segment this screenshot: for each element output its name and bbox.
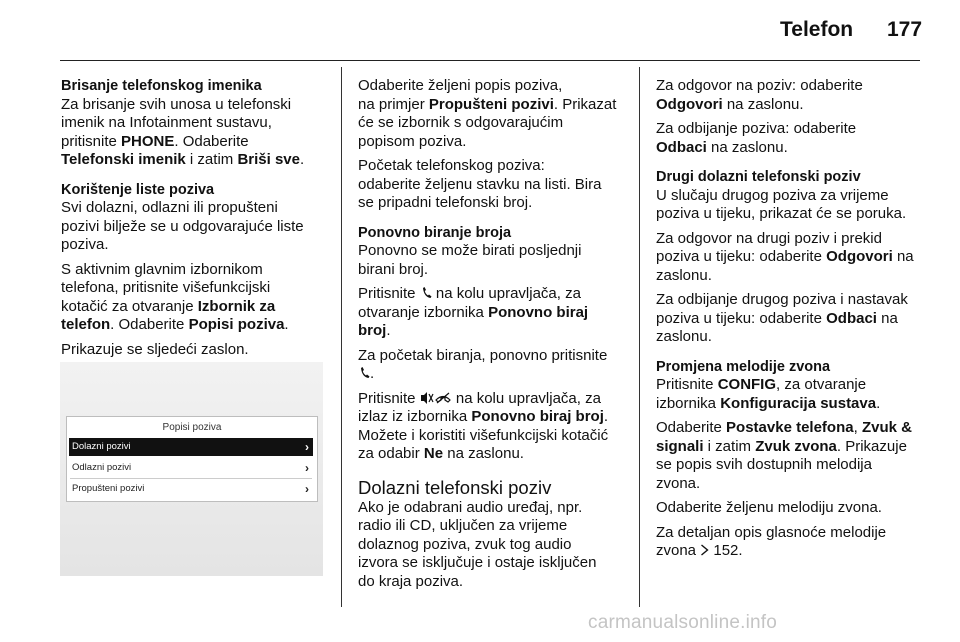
text-line: izvora se isključuje i ostaje isključen	[358, 554, 597, 571]
section-heading: Brisanje telefonskog imenika	[61, 78, 262, 94]
text-line: do kraja poziva.	[358, 572, 464, 590]
text-line: Za početak biranja, ponovno pritisnite	[358, 346, 608, 364]
text-line: Ponovno se može birati posljednji	[358, 242, 582, 259]
text-line: izbornika Konfiguracija sustava.	[656, 394, 881, 412]
text-line: Pritisnite CONFIG, za otvaranje	[656, 376, 867, 393]
text-line: Za odgovor na poziv: odaberite	[656, 77, 863, 94]
text-line: Pritisnite na kolu upravljača, za	[358, 285, 581, 302]
text-line: dolaznog poziva, zvuk tog audio	[358, 535, 572, 553]
section-heading: Ponovno biranje broja	[358, 224, 512, 241]
text-line: Telefonski imenik i zatim Briši sve.	[61, 151, 305, 168]
text-line: popisom poziva.	[358, 132, 467, 150]
text-line: se popis svih dostupnih melodija	[656, 456, 872, 473]
text-line: zaslonu.	[656, 266, 712, 284]
text-line: Odaberite željeni popis poziva,	[358, 77, 563, 94]
watermark: carmanualsonline.info	[588, 612, 778, 633]
text-line: Za odbijanje drugog poziva i nastavak	[656, 291, 908, 308]
text-line: otvaranje izbornika Ponovno biraj	[358, 303, 589, 321]
phone-icon	[358, 366, 370, 380]
text-line: na primjer Propušteni pozivi. Prikazat	[358, 95, 617, 113]
text-line: Prikazuje se sljedeći zaslon.	[61, 340, 249, 358]
text-line: izlaz iz izbornika Ponovno biraj broj.	[358, 408, 609, 425]
page-header-title: Telefon	[780, 18, 854, 41]
phone-icon	[420, 286, 432, 300]
section-heading: Korištenje liste poziva	[61, 181, 215, 198]
screen-title: Popisi poziva	[162, 422, 222, 433]
text-line: radio ili CD, uključen za vrijeme	[358, 517, 568, 534]
section-heading: Drugi dolazni telefonski poziv	[656, 169, 861, 185]
text-line: Odaberite Postavke telefona, Zvuk &	[656, 419, 912, 436]
text-line: S aktivnim glavnim izbornikom	[61, 260, 263, 278]
menu-item-missed-calls[interactable]: Propušteni pozivi ›	[72, 482, 309, 496]
text-line: telefona, pritisnite višefunkcijski	[61, 279, 271, 296]
text-line: signali i zatim Zvuk zvona. Prikazuje	[656, 437, 907, 455]
text-line: Odaberite željenu melodiju zvona.	[656, 499, 882, 516]
section-title: Dolazni telefonski poziv	[358, 476, 552, 498]
text-line: odaberite željenu stavku na listi. Bira	[358, 175, 602, 193]
text-line: Za detaljan opis glasnoće melodije	[656, 523, 887, 541]
text-line: poziva u tijeku: odaberite Odgovori na	[656, 248, 914, 265]
text-line: telefon. Odaberite Popisi poziva.	[61, 316, 289, 333]
mute-end-call-icon	[420, 391, 452, 405]
text-line: pritisnite PHONE. Odaberite	[61, 132, 249, 150]
text-line: Odbaci na zaslonu.	[656, 138, 788, 156]
text-line: za odabir Ne na zaslonu.	[358, 445, 524, 462]
call-lists-screen	[66, 416, 318, 502]
column-1	[61, 77, 331, 359]
column-divider-left	[341, 67, 342, 607]
column-2	[358, 77, 628, 591]
text-line: Odgovori na zaslonu.	[656, 95, 804, 113]
text-line[interactable]: zvona 152.	[656, 542, 743, 559]
text-line: kotačić za otvaranje Izbornik za	[61, 297, 276, 315]
chevron-right-icon: ›	[305, 440, 309, 454]
text-line: Za brisanje svih unosa u telefonski	[61, 95, 292, 113]
header-rule	[60, 60, 920, 61]
text-line: Za odgovor na drugi poziv i prekid	[656, 229, 882, 247]
chevron-right-icon: ›	[305, 482, 309, 496]
text-line: imenik na Infotainment sustavu,	[61, 114, 272, 131]
text-line: zvona.	[656, 474, 701, 492]
text-line: Svi dolazni, odlazni ili propušteni	[61, 199, 278, 216]
text-line: poziva u tijeku: odaberite Odbaci na	[656, 309, 898, 327]
text-line: će se izbornik s odgovarajućim	[358, 114, 564, 131]
text-line: .	[358, 365, 628, 384]
text-line: U slučaju drugog poziva za vrijeme	[656, 186, 889, 204]
text-line: Početak telefonskog poziva:	[358, 157, 545, 174]
text-line: se pripadni telefonski broj.	[358, 194, 533, 211]
menu-item-outgoing-calls[interactable]: Odlazni pozivi ›	[72, 461, 309, 475]
page-number: 177	[887, 18, 923, 41]
column-divider-right	[639, 67, 640, 607]
text-line: Za odbijanje poziva: odaberite	[656, 120, 857, 137]
section-heading: Promjena melodije zvona	[656, 358, 831, 375]
screen-illustration	[60, 362, 323, 576]
page-reference-arrow-icon	[700, 544, 709, 556]
text-line: poziva u tijeku, prikazat će se poruka.	[656, 205, 907, 222]
text-line: zaslonu.	[656, 328, 712, 345]
divider	[70, 478, 312, 479]
column-3	[656, 77, 926, 561]
text-line: Ako je odabrani audio uređaj, npr.	[358, 498, 583, 516]
text-line: broj.	[358, 322, 391, 339]
menu-item-incoming-calls[interactable]: Dolazni pozivi ›	[69, 438, 313, 456]
text-line: poziva.	[61, 236, 109, 253]
text-line: birani broj.	[358, 260, 429, 278]
text-line: pozivi bilježe se u odgovarajuće liste	[61, 217, 304, 235]
text-line: Pritisnite na kolu upravljača, za	[358, 389, 601, 407]
text-line: Možete i koristiti višefunkcijski kotačić	[358, 426, 609, 444]
chevron-right-icon: ›	[305, 461, 309, 475]
